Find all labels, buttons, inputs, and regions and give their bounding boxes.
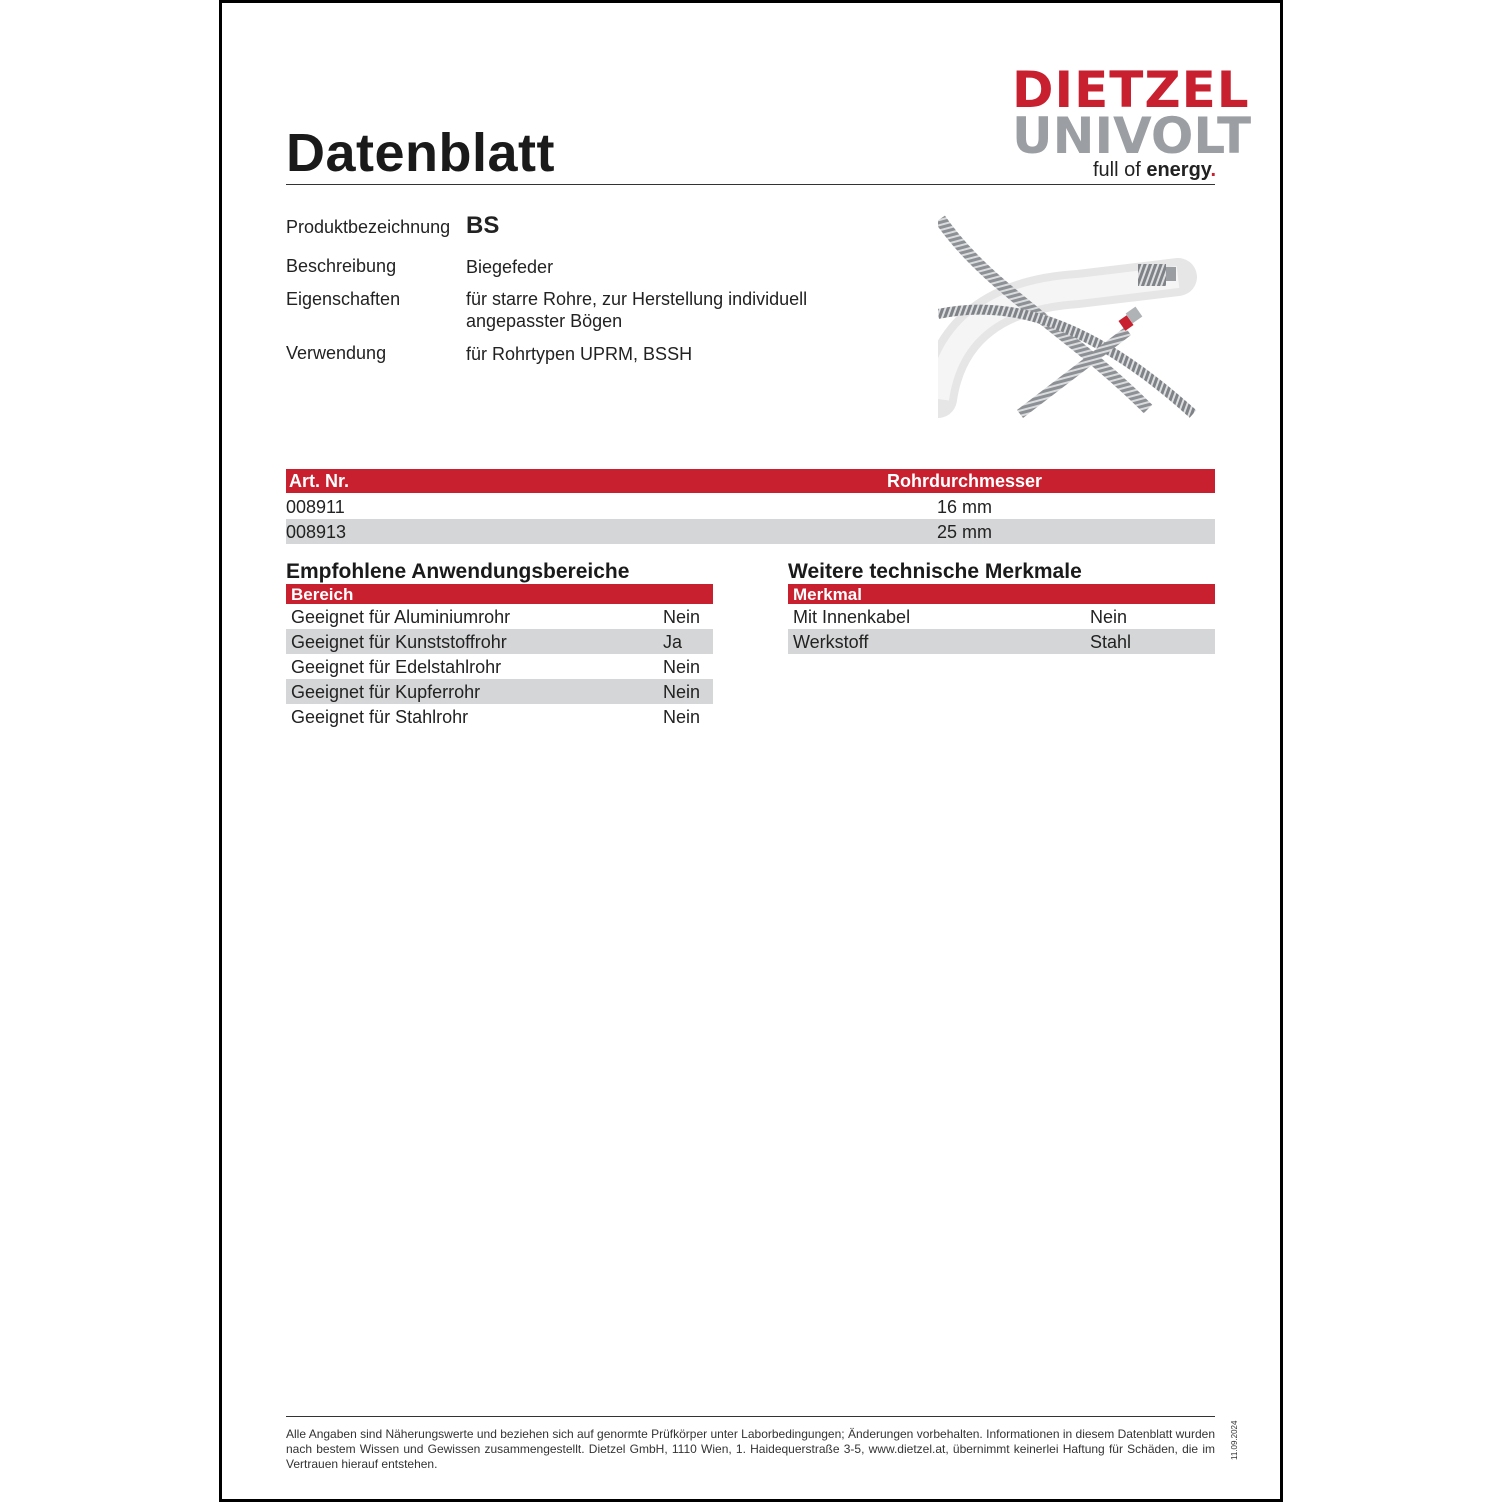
table-row [286,604,713,629]
features-title: Weitere technische Merkmale [788,560,1082,583]
feature-value: Stahl [1090,632,1132,652]
article-number: 008913 [286,522,347,542]
print-date: 11.09.2024 [1230,1420,1239,1460]
table-row [286,494,1215,519]
title-divider [286,184,1215,185]
feature-value: Nein [1090,607,1128,627]
header-rohrdurchmesser: Rohrdurchmesser [887,471,1043,491]
tagline-bold: energy [1146,159,1211,181]
application-value: Nein [663,682,701,702]
header-merkmal: Merkmal [793,585,862,604]
info-label-eigenschaften: Eigenschaften [286,289,401,309]
header-bereich: Bereich [291,585,354,604]
article-number: 008911 [286,497,345,517]
info-label-verwendung: Verwendung [286,343,387,363]
application-label: Geeignet für Kupferrohr [291,682,481,702]
table-row [286,629,713,654]
table-row [286,679,713,704]
applications-header [286,584,713,604]
tagline-text: full of [1092,159,1147,181]
info-value-beschreibung: Biegefeder [466,257,554,277]
application-label: Geeignet für Stahlrohr [291,707,469,727]
info-label-beschreibung: Beschreibung [286,256,397,276]
table-row [788,629,1215,654]
application-value: Nein [663,657,701,677]
article-diameter: 16 mm [937,497,993,517]
logo-dietzel: DIETZEL [1012,61,1250,119]
application-value: Nein [663,707,701,727]
feature-label: Mit Innenkabel [793,607,911,627]
logo-tagline [1012,158,1216,182]
table-row [788,604,1215,629]
info-label-produktbezeichnung: Produktbezeichnung [286,217,451,237]
feature-label: Werkstoff [793,632,869,652]
footer-divider [286,1416,1215,1417]
info-value-eigenschaften: für starre Rohre, zur Herstellung individuell angepasster Bögen [466,289,808,331]
footer-disclaimer: Alle Angaben sind Näherungswerte und beziehen sich auf genormte Prüfkörper unter Laborbedingungen; Änderungen vorbehalten. Informationen in diesem Datenblatt wurden nach bestem Wissen und Gewissen zusammengestellt. Dietzel GmbH, 1110 Wien, 1. Haidequerstraße 3-5, www.dietzel.at, übernimmt keinerlei Haftung für Schäden, die im Vertrauen hierauf entstehen. [286,1427,1215,1471]
features-header [788,584,1215,604]
article-diameter: 25 mm [937,522,993,542]
tagline-dot: . [1210,159,1216,181]
article-table-header [286,469,1215,493]
applications-title: Empfohlene Anwendungsbereiche [286,560,630,583]
header-art-nr: Art. Nr. [289,471,350,491]
application-label: Geeignet für Kunststoffrohr [291,632,507,652]
application-label: Geeignet für Aluminiumrohr [291,607,511,627]
page-title: Datenblatt [286,123,556,183]
info-value-produktbezeichnung: BS [466,212,500,239]
application-value: Nein [663,607,701,627]
table-row [286,654,713,679]
application-value: Ja [663,632,683,652]
table-row [286,704,713,729]
info-value-verwendung: für Rohrtypen UPRM, BSSH [466,344,693,364]
table-row [286,519,1215,544]
product-image [938,209,1198,419]
application-label: Geeignet für Edelstahlrohr [291,657,502,677]
logo-univolt: UNIVOLT [1012,107,1252,165]
